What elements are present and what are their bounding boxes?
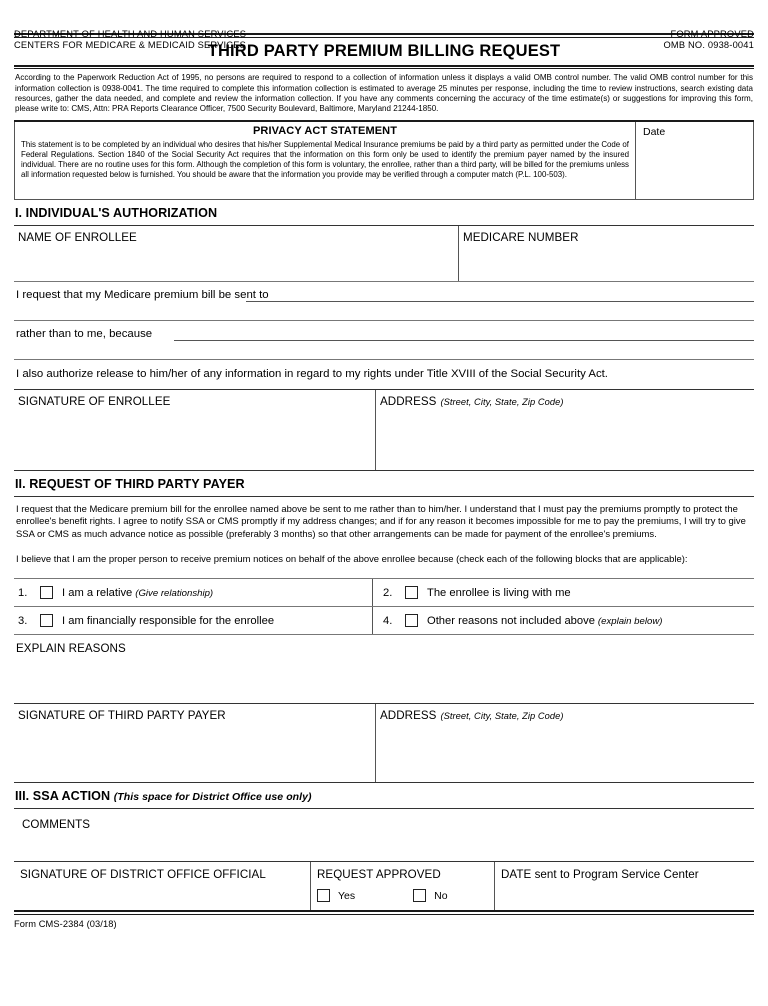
checkbox-item-4[interactable] (372, 607, 754, 634)
enrollee-signature-label: SIGNATURE OF ENROLLEE (18, 394, 171, 408)
form-content (14, 0, 754, 929)
comments-space (14, 831, 754, 861)
rather-than-to-me-text: rather than to me, because (16, 327, 153, 340)
date-sent-field[interactable] (494, 862, 754, 910)
request-approved-label: REQUEST APPROVED (317, 868, 441, 882)
date-label: Date (643, 125, 666, 138)
checkbox-2-label-text: The enrollee is living with me (427, 586, 571, 599)
agency-name (14, 29, 246, 51)
third-party-address-hint: (Street, City, State, Zip Code) (440, 711, 564, 722)
request-approved-field (310, 862, 494, 910)
omb-approval (664, 29, 755, 51)
date-sent-label: DATE sent to Program Service Center (501, 868, 699, 882)
section-1-heading: I. INDIVIDUAL'S AUTHORIZATION (15, 205, 218, 220)
enrollee-address-field[interactable] (375, 390, 754, 470)
comments-label: COMMENTS (22, 818, 91, 832)
enrollee-signature-field[interactable] (14, 390, 375, 470)
authorize-release-statement: I also authorize release to him/her of any information in regard to my rights under Title XVIII of the Social Security Act. (16, 367, 608, 380)
enrollee-address-label (380, 395, 748, 408)
billing-recipient-blank[interactable] (246, 301, 754, 302)
comments-field[interactable] (14, 809, 754, 831)
checkbox-3-hint (274, 616, 277, 627)
explain-reasons-space (14, 655, 754, 703)
checkbox-4-label-text: Other reasons not included above (427, 614, 595, 627)
checkbox-3-label-text: I am financially responsible for the enrollee (62, 614, 275, 627)
request-approved-yes-label: Yes (338, 889, 356, 902)
form-number: Form CMS-2384 (03/18) (14, 918, 117, 929)
request-approved-yes-option[interactable] (317, 889, 355, 902)
section-3-heading (14, 783, 754, 808)
reason-row (14, 321, 754, 359)
request-bill-sent-to-text: I request that my Medicare premium bill be sent to (16, 288, 269, 301)
request-approved-yes-box[interactable] (317, 889, 330, 902)
request-approved-no-label: No (434, 889, 448, 902)
enrollee-signature-row (14, 390, 754, 470)
checkbox-1-hint: (Give relationship) (135, 587, 214, 599)
enrollee-address-hint: (Street, City, State, Zip Code) (440, 396, 564, 407)
checkbox-1-label-text: I am a relative (62, 586, 133, 599)
checkbox-1-label (62, 587, 213, 599)
third-party-signature-row (14, 704, 754, 782)
privacy-act-title: PRIVACY ACT STATEMENT (252, 124, 398, 137)
checkbox-3-box[interactable] (40, 614, 53, 627)
third-party-address-label (380, 709, 748, 722)
checkbox-grid-gap (14, 566, 754, 578)
checkbox-3-label (62, 615, 277, 627)
checkbox-4-label (427, 615, 662, 627)
request-approved-options (317, 881, 490, 902)
checkbox-row-1 (14, 579, 754, 606)
checkbox-4-number: 4. (383, 614, 393, 627)
enrollee-identity-row (14, 226, 754, 281)
name-of-enrollee-label: NAME OF ENROLLEE (18, 230, 137, 244)
checkbox-1-box[interactable] (40, 586, 53, 599)
checkbox-item-2[interactable] (372, 579, 754, 606)
third-party-signature-label: SIGNATURE OF THIRD PARTY PAYER (18, 709, 226, 723)
name-of-enrollee-field[interactable] (14, 226, 458, 281)
form-approved-label: FORM APPROVED (670, 29, 754, 39)
third-party-signature-field[interactable] (14, 704, 375, 782)
page-title: THIRD PARTY PREMIUM BILLING REQUEST (207, 41, 561, 60)
enrollee-address-label-text: ADDRESS (380, 394, 437, 408)
request-approved-no-box[interactable] (413, 889, 426, 902)
agency-line-1: DEPARTMENT OF HEALTH AND HUMAN SERVICES (14, 29, 247, 39)
agency-line-2: CENTERS FOR MEDICARE & MEDICAID SERVICES (14, 40, 246, 51)
omb-number: OMB NO. 0938-0041 (663, 40, 754, 51)
reason-blank[interactable] (174, 340, 754, 341)
section-3-heading-text: III. SSA ACTION (15, 789, 111, 804)
checkbox-2-hint (571, 588, 574, 599)
medicare-number-field[interactable] (458, 226, 754, 281)
checkbox-item-1[interactable] (14, 579, 372, 606)
checkbox-4-hint: (explain below) (597, 615, 663, 627)
checkbox-row-2 (14, 607, 754, 634)
third-party-address-field[interactable] (375, 704, 754, 782)
privacy-act-text-block (15, 122, 635, 199)
district-official-signature-field[interactable] (14, 862, 310, 910)
medicare-number-label: MEDICARE NUMBER (463, 230, 579, 244)
third-party-payer-para-2: I believe that I am the proper person to receive premium notices on behalf of the above enrollee because (check each of the following blocks that are applicable): (16, 553, 688, 565)
checkbox-2-box[interactable] (405, 586, 418, 599)
checkbox-3-number: 3. (18, 614, 28, 627)
third-party-address-label-text: ADDRESS (380, 709, 437, 723)
section-3-heading-note: (This space for District Office use only) (113, 791, 312, 804)
checkbox-1-number: 1. (18, 586, 28, 599)
section-2-heading: II. REQUEST OF THIRD PARTY PAYER (15, 476, 245, 491)
date-field[interactable] (635, 122, 753, 199)
checkbox-2-number: 2. (383, 586, 393, 599)
explain-reasons-label: EXPLAIN REASONS (16, 642, 126, 656)
request-approved-no-option[interactable] (413, 889, 447, 902)
checkbox-item-3[interactable] (14, 607, 372, 634)
privacy-act-body: This statement is to be completed by an individual who desires that his/her Supplemental Medical Insurance premiums be paid by a third party as permitted under the Code of Federal Regulations. Section 1840 of the Social Security Act requires that the information on this form only be used to identify the premium payer named by the insured individual. There are no routine uses for this form. Although the completion of this form is voluntary, the enrollee, rather than a third party, will be billed for the premiums unless all information requested below is furnished. You should be aware that the information you provide may be verified through a computer match (P.L. 100-503). (21, 139, 629, 180)
checkbox-2-label (427, 587, 574, 599)
district-office-row (14, 862, 754, 910)
billing-recipient-row (14, 282, 754, 320)
paperwork-reduction-notice: According to the Paperwork Reduction Act of 1995, no persons are required to respond to a collection of information unless it displays a valid OMB control number. The valid OMB control number for this information collection is 0938-0041. The time required to complete this information collection is estimated to average 25 minutes per response, including the time to review instructions, search existing data resources, gather the data needed, and complete and review the information collection. If you have any comments concerning the accuracy of the time estimate(s) or suggestions for improving this form, please write to: CMS, Attn: PRA Reports Clearance Officer, 7500 Security Boulevard, Baltimore, Maryland 21244-1850. (15, 73, 753, 114)
district-official-signature-label: SIGNATURE OF DISTRICT OFFICE OFFICIAL (20, 868, 266, 882)
checkbox-4-box[interactable] (405, 614, 418, 627)
explain-reasons-field[interactable] (14, 635, 754, 655)
third-party-payer-para-1: I request that the Medicare premium bill for the enrollee named above be sent to me rather than to him/her. I understand that I must pay the premiums promptly to protect the enrollee's benefit rights. I agree to notify SSA or CMS promptly if my address changes; and if for any reason it becomes impossible for me to pay the premiums, I will try to give SSA or CMS as much advance notice as possible (preferably 3 months) so that other arrangements can be made for payment of the enrollee's premiums. (16, 503, 746, 540)
privacy-act-section (14, 122, 754, 200)
